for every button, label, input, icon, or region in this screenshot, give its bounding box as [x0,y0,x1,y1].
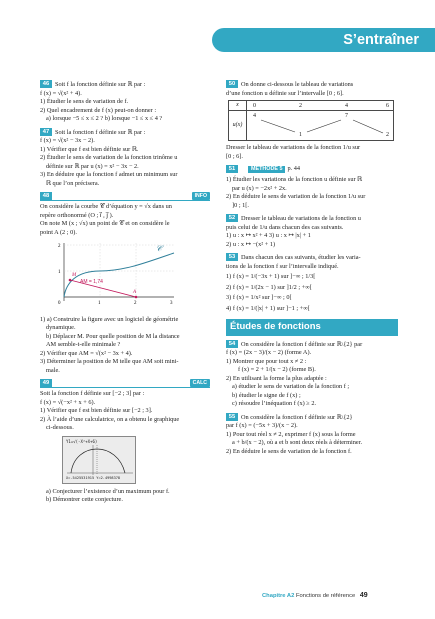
u-value: 4 [253,113,256,119]
exercise-line: b) Déplacer M. Pour quelle position de M la distance [46,332,180,340]
exercise-line: male. [46,366,60,374]
exercise-number: 55 [226,413,238,421]
exercise-55 [226,413,398,457]
exercise-line: Dresser le tableau de variations de la fonction u [241,215,361,222]
exercise-number: 52 [226,214,238,222]
exercise-line: On considère la courbe 𝒞 d’équation y = √x dans un [40,203,172,210]
exercise-50 [226,80,398,161]
calculator-readout: X=.5425531915 Y=2.4998378 [66,475,121,480]
exercise-line: par u (x) = −2x² + 2x. [232,184,287,192]
x-value: 2 [299,103,302,109]
u-value: 2 [386,132,389,138]
exercise-line: On donne ci-dessous le tableau de variations [241,81,354,88]
arrow-up [307,120,341,132]
exercise-line: 1) Vérifier que f est bien définie sur [−2 ; 3]. [40,407,153,414]
u-value: 7 [345,113,348,119]
calc-curve [71,449,125,473]
exercise-49 [40,379,210,505]
exercise-header [40,192,210,201]
page-number: 49 [359,592,368,599]
exercise-line: Dresser le tableau de variations de la fonction 1/u sur [226,144,361,151]
table-x-label: x [229,101,247,111]
left-column [40,80,210,509]
exercise-line: 3) f (x) = 1/x² sur ]−∞ ; 0[ [226,294,292,301]
exercise-line: 1) Montrer que pour tout x ≠ 2 : [226,357,307,365]
exercise-line: 1) Vérifier que f est bien définie sur ℝ. [40,145,139,153]
exercise-number: 49 [40,379,52,387]
exercise-line: 2) En déduire le sens de variation de la fonction 1/u sur [226,193,366,200]
exercise-line: On considère la fonction f définie sur ℝ\{2} par [241,340,363,348]
exercise-line: définie sur ℝ par u (x) = x² − 3x − 2. [46,162,139,170]
x-tick-label: 2 [134,301,137,306]
calc-badge: CALC [190,379,210,387]
exercise-line: 1) f (x) = 1/(−3x + 1) sur ]−∞ ; 1/3[ [226,273,316,280]
exercise-48 [40,192,210,375]
exercise-46 [40,80,210,124]
exercise-line: 2) Étudier le sens de variation de la fonction trinôme u [40,154,178,161]
exercise-line: a) Conjecturer l’existence d’un maximum pour f. [46,487,170,495]
point-a-label: A [133,290,137,295]
exercise-line: 1) Pour tout réel x ≠ 2, exprimer f (x) sous la forme [226,430,356,438]
exercise-line: a) étudier le sens de variation de la fonction f ; [232,383,350,391]
table-u-label: u(x) [229,111,247,141]
variation-table [228,100,394,141]
exercise-47 [40,128,210,189]
exercise-line: f (x) = (2x − 3)/(x − 2) (forme A). [226,349,312,357]
point-m-label: M [72,273,77,278]
exercise-number: 50 [226,80,238,88]
exercise-line: On note M (x ; √x) un point de 𝒞 et on considère le [40,220,170,227]
calculator-function: Y1=√(-X²+X+6) [66,438,98,444]
sqrt-curve-figure [50,239,178,309]
exercise-line: 3) En déduire que la fonction f admet un minimum sur [40,171,178,178]
info-badge: INFO [192,192,210,200]
am-measure: AM = 1,74 [80,279,103,285]
x-value: 4 [345,103,348,109]
exercise-line: c) résoudre l’inéquation f (x) ≥ 2. [232,400,317,408]
method-tag: MÉTHODE 5 [248,166,285,173]
point-m [69,279,72,282]
exercise-line: Dans chacun des cas suivants, étudier les varia- [241,254,361,261]
exercise-line: f (x) = √(x² − 3x − 2). [40,137,95,144]
exercise-line: On considère la fonction f définie sur ℝ\{2} [241,413,353,421]
footer-title: Fonctions de référence [295,593,356,599]
exercise-line: 2) f (x) = 1/(2x − 1) sur ]1/2 ; +∞[ [226,283,312,291]
exercise-line: 2) En utilisant la forme la plus adaptée : [226,374,327,382]
exercise-line: point A (2 ; 0). [40,228,77,236]
exercise-line: 2) Vérifier que AM = √(x² − 3x + 4). [40,349,133,357]
exercise-54 [226,340,398,409]
exercise-line: puis celui de 1/u dans chacun des cas suivants. [226,223,344,231]
exercise-number: 48 [40,192,52,200]
exercise-line: repère orthonormé (O ; i⃗ , j⃗ ). [40,211,114,219]
y-tick-label: 2 [58,244,61,249]
curve-label: 𝒞 [156,244,162,253]
exercise-line: dynamique. [46,324,76,331]
exercise-line: b) Démontrer cette conjecture. [46,496,123,503]
y-tick-label: 1 [58,270,61,275]
x-value: 0 [253,103,256,109]
footer-chapter: Chapitre A2 [262,593,295,599]
exercise-51 [226,165,398,210]
exercise-line: f (x) = √(−x² + x + 6). [40,398,96,406]
exercise-line: f (x) = √(x² + 4). [40,89,82,97]
variation-arrows [247,111,393,141]
exercise-line: ci-dessous. [46,424,74,431]
exercise-line: a + b/(x − 2), où a et b sont deux réels à déterminer. [232,439,363,447]
exercise-line: AM semble-t-elle minimale ? [46,341,121,348]
exercise-number: 47 [40,128,52,136]
arrow-down [353,120,383,133]
exercise-line: 4) f (x) = 1/(|x| + 1) sur ]−1 ; +∞[ [226,304,310,312]
exercise-line: 1) Étudier les variations de la fonction u définie sur ℝ [226,176,363,183]
exercise-line: 2) Quel encadrement de f (x) peut-on donner : [40,106,157,114]
exercise-line: 2) En déduire le sens de variation de la fonction f. [226,447,352,455]
exercise-line: f (x) = 2 + 1/(x − 2) (forme B). [238,366,316,374]
x-tick-label: 3 [170,301,173,306]
x-tick-label: 1 [98,301,101,306]
exercise-line: d’une fonction u définie sur l’intervalle [0 ; 6]. [226,89,344,97]
exercise-line: par f (x) = (−5x + 3)/(x − 2). [226,422,298,430]
exercise-line: a) lorsque −5 ≤ x ≤ 2 ? b) lorsque −1 ≤ x ≤ 4 ? [46,115,163,122]
exercise-line: 1) a) Construire la figure avec un logiciel de géométrie [40,315,179,323]
exercise-number: 46 [40,80,52,88]
exercise-line: 1) u : x ↦ x² + 4 3) u : x ↦ |x| + 1 [226,232,311,239]
exercise-line: Soit la fonction f définie sur ℝ par : [55,128,146,136]
exercise-line: 1) Étudier le sens de variation de f. [40,98,129,105]
exercise-line: 2) À l’aide d’une calculatrice, on a obtenu le graphique [40,415,180,423]
method-ref[interactable] [248,165,300,174]
origin-label: 0 [58,301,61,306]
u-value: 1 [299,132,302,138]
method-page: p. 44 [287,165,301,172]
exercise-line: ]0 ; 1[. [232,201,249,209]
exercise-line: 2) u : x ↦ −(x² + 1) [226,240,276,248]
curve-c [64,253,174,297]
section-heading: Études de fonctions [226,319,398,336]
page-footer [262,591,368,601]
exercise-number: 51 [226,165,238,173]
table-x-values [247,101,394,111]
arrow-down [261,120,295,132]
exercise-header [40,379,210,388]
x-value: 6 [386,103,389,109]
table-u-values [247,111,394,141]
right-column [226,80,398,460]
exercise-line: tions de la fonction f sur l’intervalle indiqué. [226,262,339,270]
point-a [135,296,138,299]
page-title: S’entraîner [343,32,419,48]
exercise-header [226,165,398,174]
exercise-line: ℝ que l’on précisera. [46,179,100,187]
exercise-line: Soit f la fonction définie sur ℝ par : [55,81,146,88]
exercise-number: 53 [226,253,238,261]
exercise-53 [226,253,398,313]
exercise-line: 3) Déterminer la position de M telle que AM soit mini- [40,358,179,365]
calculator-screen [62,436,136,484]
exercise-line: Soit la fonction f définie sur [−2 ; 3] par : [40,390,145,397]
exercise-number: 54 [226,340,238,348]
exercise-line: b) étudier le signe de f (x) ; [232,391,301,399]
exercise-line: [0 ; 6]. [226,152,243,160]
exercise-52 [226,214,398,249]
header-banner [212,28,435,52]
